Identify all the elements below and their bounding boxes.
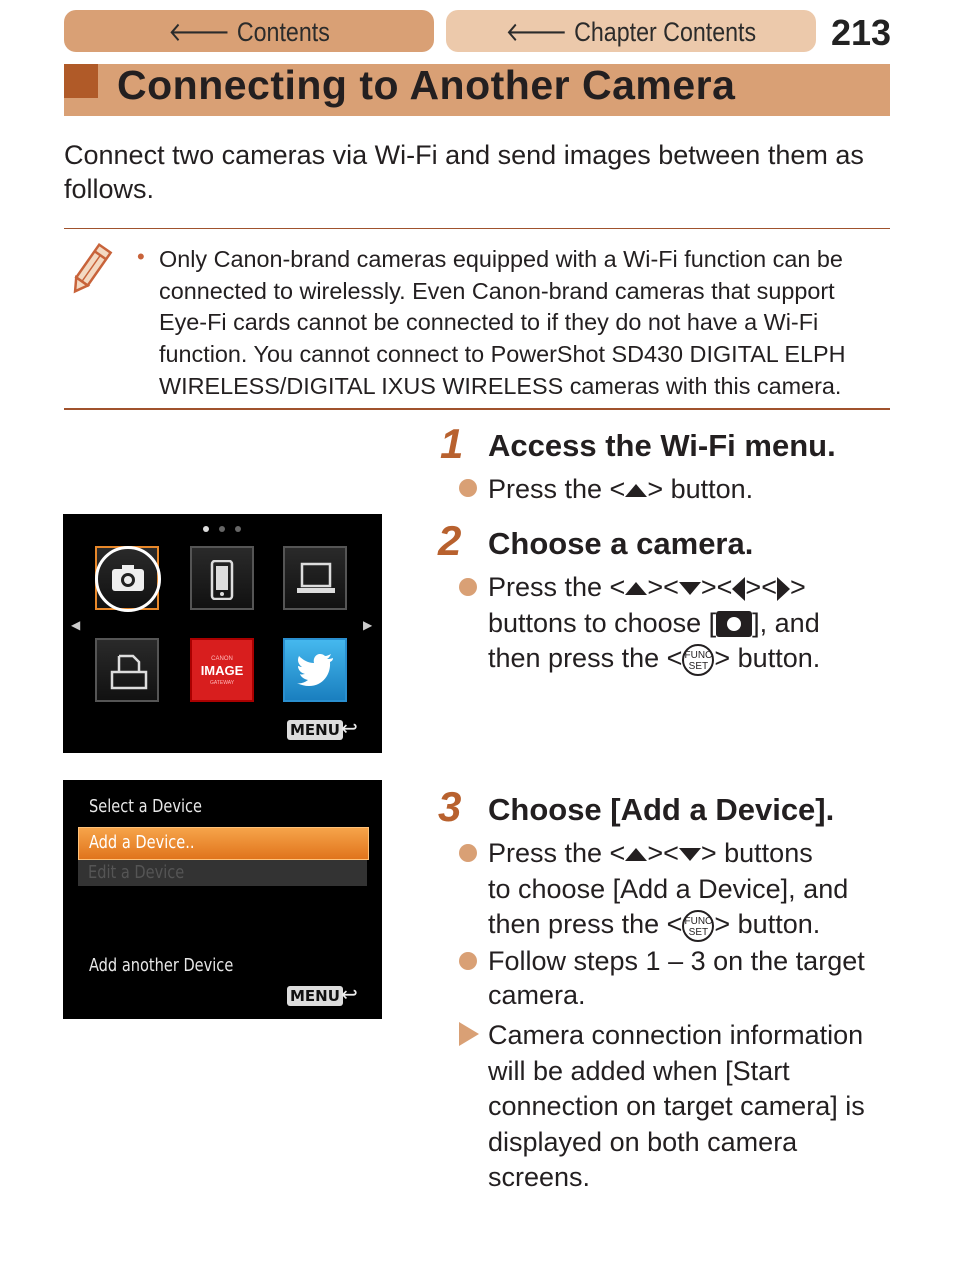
page-dot [219, 526, 225, 532]
chapter-contents-button[interactable] [446, 10, 816, 52]
down-arrow-icon [679, 582, 701, 595]
smartphone-icon [210, 560, 234, 600]
down-arrow-icon [679, 848, 701, 861]
note-bullet: • [137, 244, 145, 269]
step-instruction: Press the < >< >< >< > buttons to choose [ ], and then press the < FUNC SET > button. [488, 570, 898, 677]
step-heading: Choose a camera. [488, 526, 754, 561]
chapter-contents-label: Chapter Contents [574, 16, 757, 47]
page-dot [235, 526, 241, 532]
intro-text: Connect two cameras via Wi-Fi and send images between them as follows. [64, 140, 864, 204]
add-device-option[interactable]: Add a Device.. [78, 827, 369, 860]
screen-title: Select a Device [89, 796, 203, 817]
bullet-dot [459, 844, 477, 862]
smartphone-tile[interactable] [190, 546, 254, 610]
bullet-dot [459, 578, 477, 596]
bullet-dot [459, 952, 477, 970]
step-instruction: Press the < > button. [488, 474, 754, 504]
contents-button[interactable] [64, 10, 434, 52]
arrow-left-icon: 🡐 [505, 16, 575, 47]
return-icon: ↩ [341, 984, 358, 1006]
select-device-screen [63, 780, 382, 1019]
step-number: 1 [440, 420, 464, 467]
step-result: Camera connection information will be added when [Start connection on target camera] is displayed on both camera screens. [488, 1020, 865, 1192]
computer-tile[interactable] [283, 546, 347, 610]
page-title: Connecting to Another Camera [117, 62, 736, 108]
left-arrow-icon [732, 577, 745, 601]
printer-tile[interactable] [95, 638, 159, 702]
note-text: Only Canon-brand cameras equipped with a Wi-Fi function can be connected to wirelessly. Even Canon-brand cameras that support Eye-Fi cards cannot be connected to if they do not have a Wi-Fi function. You cannot connect to PowerShot SD430 DIGITAL ELPH WIRELESS/DIGITAL IXUS WIRELESS cameras with this camera. [159, 246, 846, 399]
help-text: Add another Device [89, 955, 234, 976]
divider [64, 408, 890, 410]
step-heading: Choose [Add a Device]. [488, 792, 835, 827]
camera-icon [716, 611, 752, 637]
arrow-left-icon: 🡐 [168, 16, 237, 47]
twitter-bird-icon [297, 654, 335, 686]
up-arrow-icon [625, 582, 647, 595]
scroll-left-icon: ◀ [71, 618, 81, 632]
bullet-dot [459, 479, 477, 497]
laptop-icon [295, 562, 337, 596]
return-icon: ↩ [341, 718, 358, 740]
contents-label: Contents [236, 16, 330, 47]
menu-button-icon: MENU [287, 986, 343, 1006]
edit-device-option[interactable]: Edit a Device [78, 860, 367, 886]
twitter-tile[interactable] [283, 638, 347, 702]
scroll-right-icon: ▶ [363, 618, 373, 632]
canon-image-gateway-tile[interactable]: CANON IMAGE GATEWAY [190, 638, 254, 702]
camera-tile[interactable] [95, 546, 159, 610]
func-set-button-icon: FUNC SET [682, 644, 714, 676]
step-heading: Access the Wi-Fi menu. [488, 428, 836, 463]
step-instruction: Follow steps 1 – 3 on the target camera. [488, 946, 865, 1010]
right-arrow-icon [777, 577, 790, 601]
printer-icon [109, 652, 149, 692]
wifi-menu-screen [63, 514, 382, 753]
result-arrow-icon [459, 1022, 479, 1046]
camera-icon [111, 564, 145, 592]
menu-button-icon: MENU [287, 720, 343, 740]
func-set-button-icon: FUNC SET [682, 910, 714, 942]
up-arrow-icon [625, 484, 647, 497]
page-number: 213 [830, 12, 892, 53]
up-arrow-icon [625, 848, 647, 861]
title-marker [64, 64, 98, 98]
step-number: 2 [438, 517, 462, 564]
pencil-note-icon [66, 242, 114, 298]
divider [64, 228, 890, 229]
step-number: 3 [438, 783, 462, 830]
step-instruction: Press the < >< > buttons to choose [Add a Device], and then press the < FUNC SET > button. [488, 836, 898, 943]
page-dot [203, 526, 209, 532]
